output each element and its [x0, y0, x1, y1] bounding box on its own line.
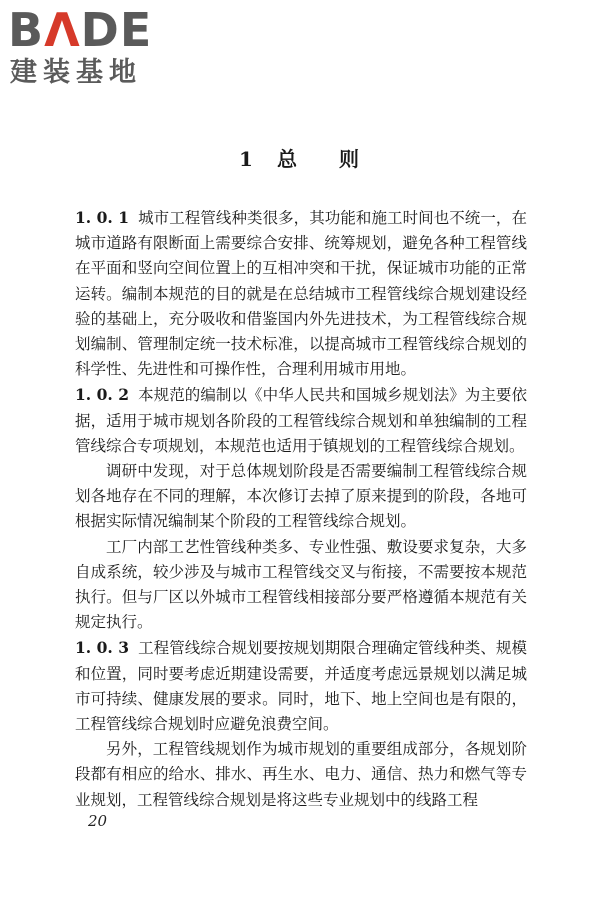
logo-subtitle: 建装基地 [10, 57, 142, 88]
logo-wordmark: BΛDE [8, 3, 153, 57]
clause-number: 1. 0. 2 [75, 385, 130, 405]
paragraph-clause-1-0-2 [75, 382, 527, 459]
paragraph-clause-1-0-3 [75, 635, 527, 737]
chapter-number: 1 [239, 147, 255, 171]
paragraph: 调研中发现，对于总体规划阶段是否需要编制工程管线综合规划各地存在不同的理解，本次修订去掉了原来提到的阶段，各地可根据实际情况编制某个阶段的工程管线综合规划。 [75, 462, 527, 531]
paragraph: 另外，工程管线规划作为城市规划的重要组成部分，各规划阶段都有相应的给水、排水、再生水、电力、通信、热力和燃气等专业规划，工程管线综合规划是将这些专业规划中的线路工程 [75, 740, 527, 809]
clause-number: 1. 0. 3 [75, 638, 130, 658]
chapter-title-part1: 总 [276, 147, 299, 171]
paragraph-text: 城市工程管线种类很多，其功能和施工时间也不统一，在城市道路有限断面上需要综合安排、统筹规划，避免各种工程管线在平面和竖向空间位置上的互相冲突和干扰，保证城市功能的正常运转。编制本规范的目的就是在总结城市工程管线综合规划建设经验的基础上，充分吸收和借鉴国内外先进技术，为工程管线综合规划编制、管理制定统一技术标准，以提高城市工程管线综合规划的科学性、先进性和可操作性，合理利用城市用地。 [75, 209, 527, 379]
paragraph: 工厂内部工艺性管线种类多、专业性强、敷设要求复杂，大多自成系统，较少涉及与城市工程管线交叉与衔接，不需要按本规范执行。但与厂区以外城市工程管线相接部分要严格遵循本规范有关规定执行。 [75, 537, 527, 632]
page-number: 20 [88, 812, 108, 830]
clause-number: 1. 0. 1 [75, 208, 130, 227]
logo [8, 3, 176, 90]
body-text [75, 205, 527, 813]
chapter-title-part2: 则 [338, 147, 361, 171]
paragraph-text: 工程管线综合规划要按规划期限合理确定管线种类、规模和位置，同时要考虑近期建设需要，并适度考虑远景规划以满足城市可持续、健康发展的要求。同时，地下、地上空间也是有限的，工程管线综合规划时应避免浪费空间。 [75, 639, 527, 734]
chapter-title [0, 143, 600, 172]
paragraph-text: 本规范的编制以《中华人民共和国城乡规划法》为主要依据，适用于城市规划各阶段的工程管线综合规划和单独编制的工程管线综合专项规划，本规范也适用于镇规划的工程管线综合规划。 [75, 386, 527, 455]
paragraph-clause-1-0-1 [75, 205, 527, 382]
